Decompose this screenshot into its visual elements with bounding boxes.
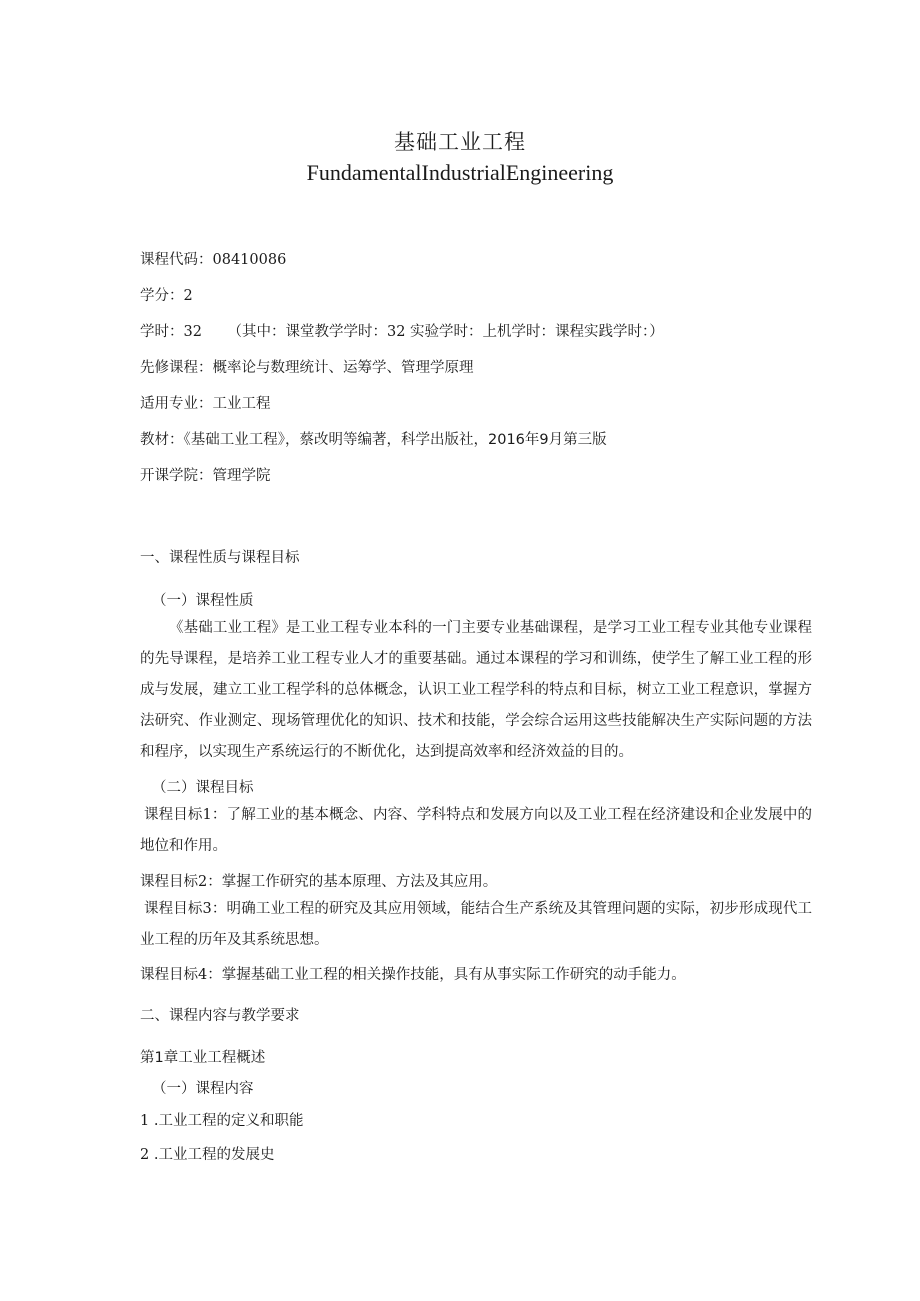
hours-row <box>140 320 664 341</box>
hours-value: 32 <box>183 324 202 340</box>
course-code-value: 08410086 <box>212 252 287 268</box>
course-nature-paragraph: 《基础工业工程》是工业工程专业本科的一门主要专业基础课程，是学习工业工程专业其他专业课程的先导课程，是培养工业工程专业人才的重要基础。通过本课程的学习和训练，使学生了解工业工程的形成与发展，建立工业工程学科的总体概念，认识工业工程学科的特点和目标，树立工业工程意识，掌握方法研究、作业测定、现场管理优化的知识、技术和技能，学会综合运用这些技能解决生产实际问题的方法和程序，以实现生产系统运行的不断优化，达到提高效率和经济效益的目的。 <box>140 620 812 760</box>
major-label: 适用专业： <box>140 396 213 412</box>
prerequisite-value: 概率论与数理统计、运筹学、管理学原理 <box>212 360 474 376</box>
subheading-chapter-content: （一）课程内容 <box>152 1081 254 1097</box>
course-goal-4: 课程目标4：掌握基础工业工程的相关操作技能，具有从事实际工作研究的动手能力。 <box>140 967 686 983</box>
major-row <box>140 392 271 413</box>
textbook-label: 教材： <box>140 432 184 448</box>
course-code-row <box>140 248 286 269</box>
content-item-2: 2 .工业工程的发展史 <box>140 1147 275 1163</box>
course-goal-3: 课程目标3：明确工业工程的研究及其应用领域，能结合生产系统及其管理问题的实际，初步形成现代工业工程的历年及其系统思想。 <box>140 901 812 948</box>
subheading-course-nature: （一）课程性质 <box>152 593 254 609</box>
course-code-label: 课程代码： <box>140 252 213 268</box>
credit-label: 学分： <box>140 288 184 304</box>
section-heading-nature-goals: 一、课程性质与课程目标 <box>140 550 300 566</box>
textbook-value: 《基础工业工程》，蔡改明等编著，科学出版社，2016年9月第三版 <box>183 432 607 448</box>
chapter-1-heading: 第1章工业工程概述 <box>140 1050 266 1066</box>
document-subtitle: FundamentalIndustrialEngineering <box>306 160 614 185</box>
credit-row <box>140 284 193 305</box>
course-goal-2: 课程目标2：掌握工作研究的基本原理、方法及其应用。 <box>140 874 498 890</box>
credit-value: 2 <box>183 288 193 304</box>
content-item-1: 1 .工业工程的定义和职能 <box>140 1113 304 1129</box>
college-row <box>140 464 271 485</box>
subheading-course-goals: （二）课程目标 <box>152 780 254 796</box>
prerequisite-row <box>140 356 474 377</box>
hours-detail: （其中：课堂教学学时：32 实验学时：上机学时：课程实践学时：） <box>227 324 664 340</box>
textbook-row <box>140 428 607 449</box>
major-value: 工业工程 <box>212 396 271 412</box>
prerequisite-label: 先修课程： <box>140 360 213 376</box>
hours-label: 学时： <box>140 324 184 340</box>
college-label: 开课学院： <box>140 468 213 484</box>
section-heading-content: 二、课程内容与教学要求 <box>140 1008 300 1024</box>
college-value: 管理学院 <box>212 468 271 484</box>
document-title: 基础工业工程 <box>394 130 526 154</box>
course-goal-1: 课程目标1：了解工业的基本概念、内容、学科特点和发展方向以及工业工程在经济建设和企业发展中的地位和作用。 <box>140 807 812 854</box>
